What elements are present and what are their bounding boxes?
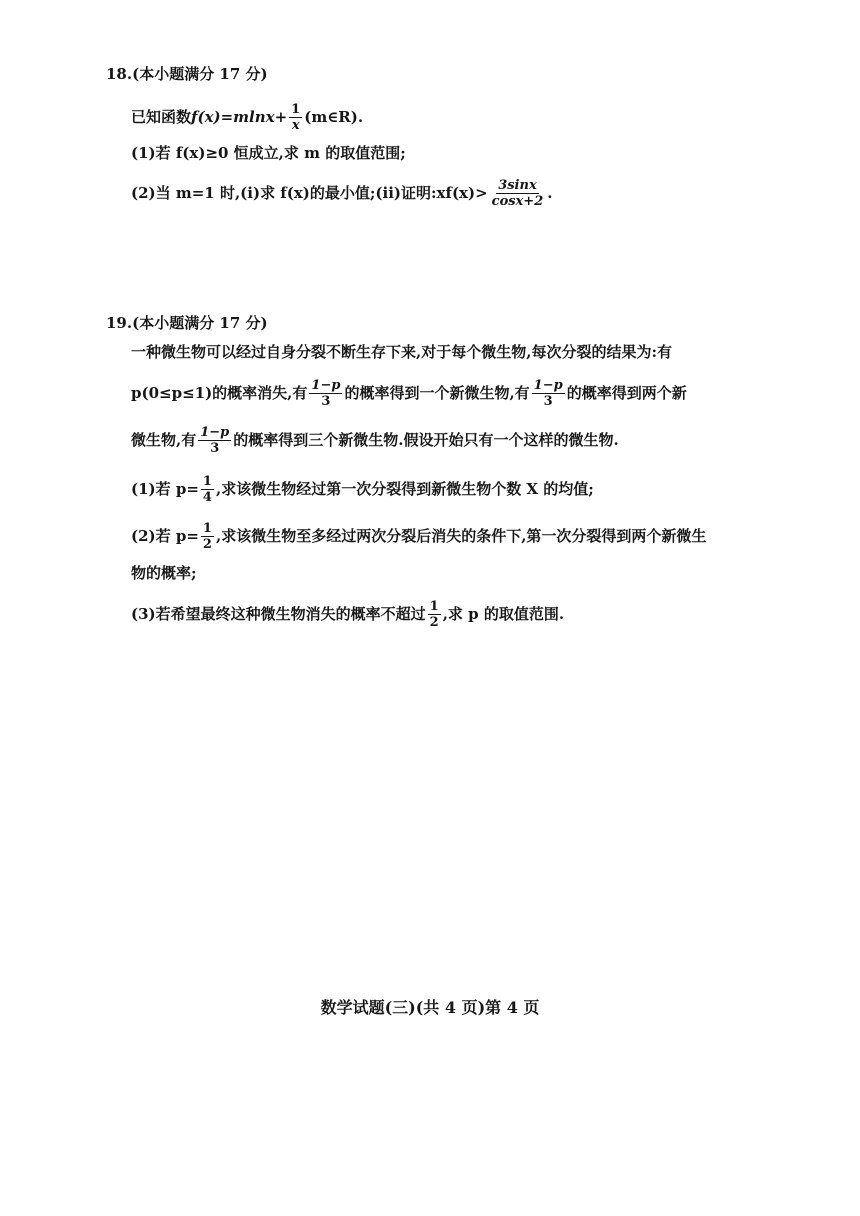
q19-stem-line3	[131, 423, 619, 457]
q18-part2-fraction	[490, 178, 546, 209]
q19-part3-frac-num: 1	[429, 598, 439, 614]
q19-part1-frac-den: 4	[202, 489, 212, 505]
q18-part2-frac-den: cosx+2	[491, 193, 544, 209]
q19-part2	[131, 519, 706, 553]
page-footer-text: 数学试题(三)(共 4 页)第 4 页	[320, 998, 540, 1017]
q19-part1-fraction	[201, 474, 214, 505]
page-footer	[0, 998, 860, 1018]
q19-part1-b: ,求该微生物经过第一次分裂得到新微生物个数 X 的均值;	[215, 480, 594, 498]
q18-header-text: 18.(本小题满分 17 分)	[106, 65, 268, 83]
q19-part2-c: 物的概率;	[131, 564, 197, 582]
q18-stem-function: f(x)=mlnx+	[191, 108, 288, 126]
q19-line2-frac2-num: 1−p	[533, 377, 563, 393]
q19-part3	[131, 597, 564, 631]
q19-part3-frac-den: 2	[429, 614, 439, 630]
q19-part2-a: (2)若 p=	[131, 527, 199, 545]
q18-stem-fraction	[289, 102, 302, 133]
q18-part1	[131, 143, 406, 163]
q19-part3-b: ,求 p 的取值范围.	[442, 605, 565, 623]
q19-line2-c: 的概率得到两个新	[566, 384, 687, 402]
q18-stem-suffix: (m∈R).	[304, 108, 364, 126]
q18-part2-prefix: (2)当 m=1 时,(i)求 f(x)的最小值;(ii)证明:xf(x)>	[131, 184, 488, 202]
q18-part2-suffix: .	[547, 184, 553, 202]
q18-stem-prefix: 已知函数	[131, 108, 192, 126]
q19-part3-a: (3)若希望最终这种微生物消失的概率不超过	[131, 605, 426, 623]
q18-part2	[131, 176, 552, 210]
q19-line3-b: 的概率得到三个新微生物.假设开始只有一个这样的微生物.	[233, 431, 619, 449]
q19-part3-fraction	[428, 599, 441, 630]
q18-stem	[131, 100, 363, 134]
q18-stem-frac-num: 1	[291, 101, 301, 117]
q19-part2-fraction	[201, 521, 214, 552]
q19-part2-continued	[131, 563, 197, 583]
q19-line3-a: 微生物,有	[131, 431, 197, 449]
q19-line2-frac1-num: 1−p	[311, 377, 341, 393]
q19-part1-a: (1)若 p=	[131, 480, 199, 498]
q19-stem-line2	[131, 376, 687, 410]
q18-part1-text: (1)若 f(x)≥0 恒成立,求 m 的取值范围;	[131, 144, 406, 162]
q19-part2-frac-den: 2	[202, 536, 212, 552]
q18-stem-frac-den: x	[291, 117, 300, 133]
q19-line3-frac-den: 3	[210, 440, 220, 456]
q18-header	[106, 64, 268, 84]
q19-line2-frac2-den: 3	[543, 393, 553, 409]
q19-part1	[131, 472, 594, 506]
q19-part2-b: ,求该微生物至多经过两次分裂后消失的条件下,第一次分裂得到两个新微生	[215, 527, 707, 545]
q19-line2-a: p(0≤p≤1)的概率消失,有	[131, 384, 308, 402]
q19-line3-frac-num: 1−p	[200, 424, 230, 440]
q19-line2-fraction1	[309, 378, 342, 409]
q19-stem-line1	[131, 342, 672, 362]
q19-line1-text: 一种微生物可以经过自身分裂不断生存下来,对于每个微生物,每次分裂的结果为:有	[131, 343, 672, 361]
q19-line2-frac1-den: 3	[321, 393, 331, 409]
q19-line3-fraction	[198, 425, 231, 456]
q19-part2-frac-num: 1	[202, 520, 212, 536]
q18-part2-frac-num: 3sinx	[498, 177, 537, 193]
q19-part1-frac-num: 1	[202, 473, 212, 489]
q19-line2-b: 的概率得到一个新微生物,有	[344, 384, 530, 402]
q19-header	[106, 313, 268, 333]
q19-line2-fraction2	[532, 378, 565, 409]
q19-header-text: 19.(本小题满分 17 分)	[106, 314, 268, 332]
